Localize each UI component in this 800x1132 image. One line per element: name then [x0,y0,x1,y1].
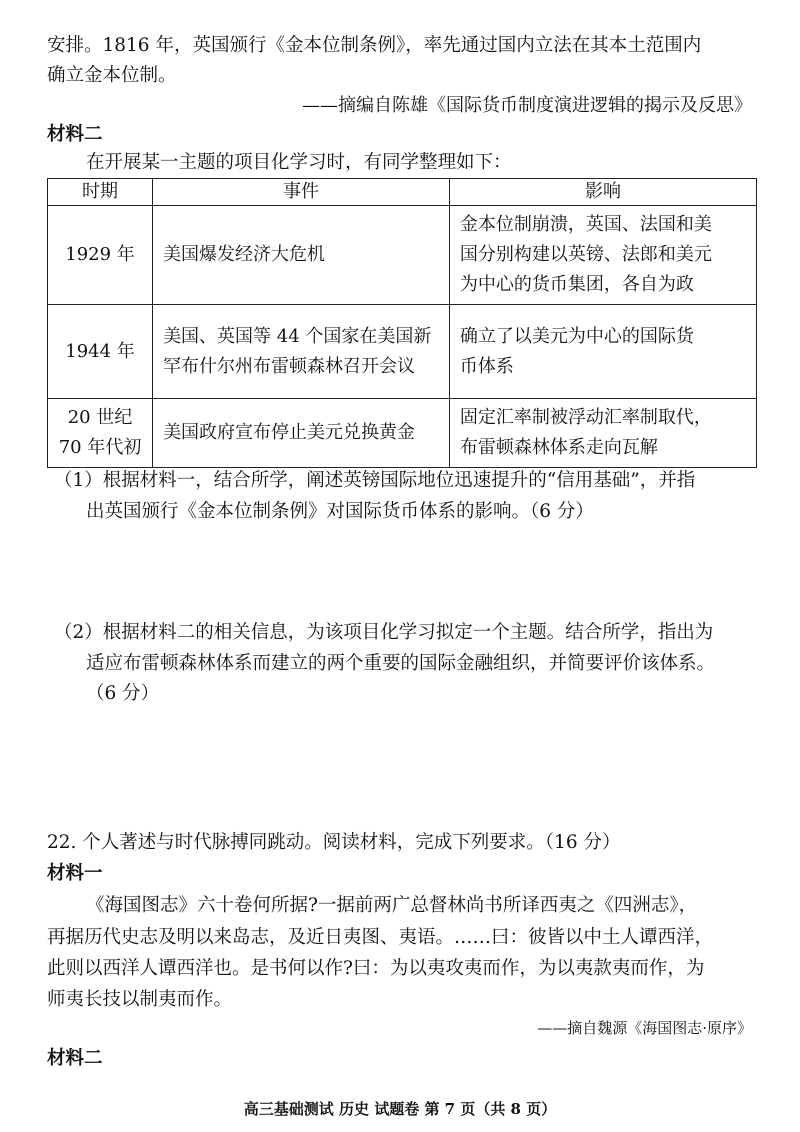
q22-text-line-4: 师夷长技以制夷而作。 [47,989,233,1010]
page-footer: 高三基础测试 历史 试题卷 第 7 页（共 8 页） [243,1100,557,1118]
material2-heading: 材料二 [47,124,103,145]
question-22-title: 22. 个人著述与时代脉搏同跳动。阅读材料，完成下列要求。（16 分） [47,832,621,853]
table-header-row [48,179,757,206]
row3-impact: 固定汇率制被浮动汇率制取代， 布雷顿森林体系走向瓦解 [449,399,756,468]
row3-event: 美国政府宣布停止美元兑换黄金 [153,399,450,468]
row2-impact: 确立了以美元为中心的国际货 币体系 [449,305,756,399]
question-1-line-1: （1）根据材料一，结合所学，阐述英镑国际地位迅速提升的“信用基础”，并指 [54,470,696,491]
row1-period: 1929 年 [48,206,153,305]
question-2-line-1: （2）根据材料二的相关信息，为该项目化学习拟定一个主题。结合所学，指出为 [54,622,714,643]
table-header-event: 事件 [153,179,450,206]
question-1-line-2: 出英国颁行《金本位制条例》对国际货币体系的影响。（6 分） [86,501,594,522]
q22-source: ——摘自魏源《海国图志·原序》 [537,1019,752,1037]
q22-text-line-3: 此则以西洋人谭西洋也。是书何以作?曰：为以夷攻夷而作，为以夷款夷而作，为 [47,958,705,979]
table-row [48,206,757,305]
material2-table [47,178,757,468]
row1-event: 美国爆发经济大危机 [153,206,450,305]
table-row [48,305,757,399]
row2-period: 1944 年 [48,305,153,399]
intro-line-2: 确立金本位制。 [47,65,177,86]
q22-text-line-2: 再据历代史志及明以来岛志，及近日夷图、夷语。……曰：彼皆以中土人谭西洋， [47,927,714,948]
row2-event: 美国、英国等 44 个国家在美国新 罕布什尔州布雷顿森林召开会议 [153,305,450,399]
table-header-period: 时期 [48,179,153,206]
row1-impact: 金本位制崩溃，英国、法国和美 国分别构建以英镑、法郎和美元 为中心的货币集团，各自为政 [449,206,756,305]
row3-period: 20 世纪 70 年代初 [48,399,153,468]
question-2-line-2: 适应布雷顿森林体系而建立的两个重要的国际金融组织，并简要评价该体系。 [86,653,716,674]
intro-source: ——摘编自陈雄《国际货币制度演进逻辑的揭示及反思》 [302,95,752,116]
q22-material1-heading: 材料一 [47,863,103,884]
table-header-impact: 影响 [449,179,756,206]
q22-material2-heading: 材料二 [47,1048,103,1069]
table-row [48,399,757,468]
q22-text-line-1: 《海国图志》六十卷何所据?一据前两广总督林尚书所译西夷之《四洲志》， [86,895,698,916]
material2-intro: 在开展某一主题的项目化学习时，有同学整理如下： [86,152,512,173]
intro-line-1: 安排。1816 年，英国颁行《金本位制条例》，率先通过国内立法在其本土范围内 [47,35,702,56]
question-2-line-3: （6 分） [86,683,160,704]
